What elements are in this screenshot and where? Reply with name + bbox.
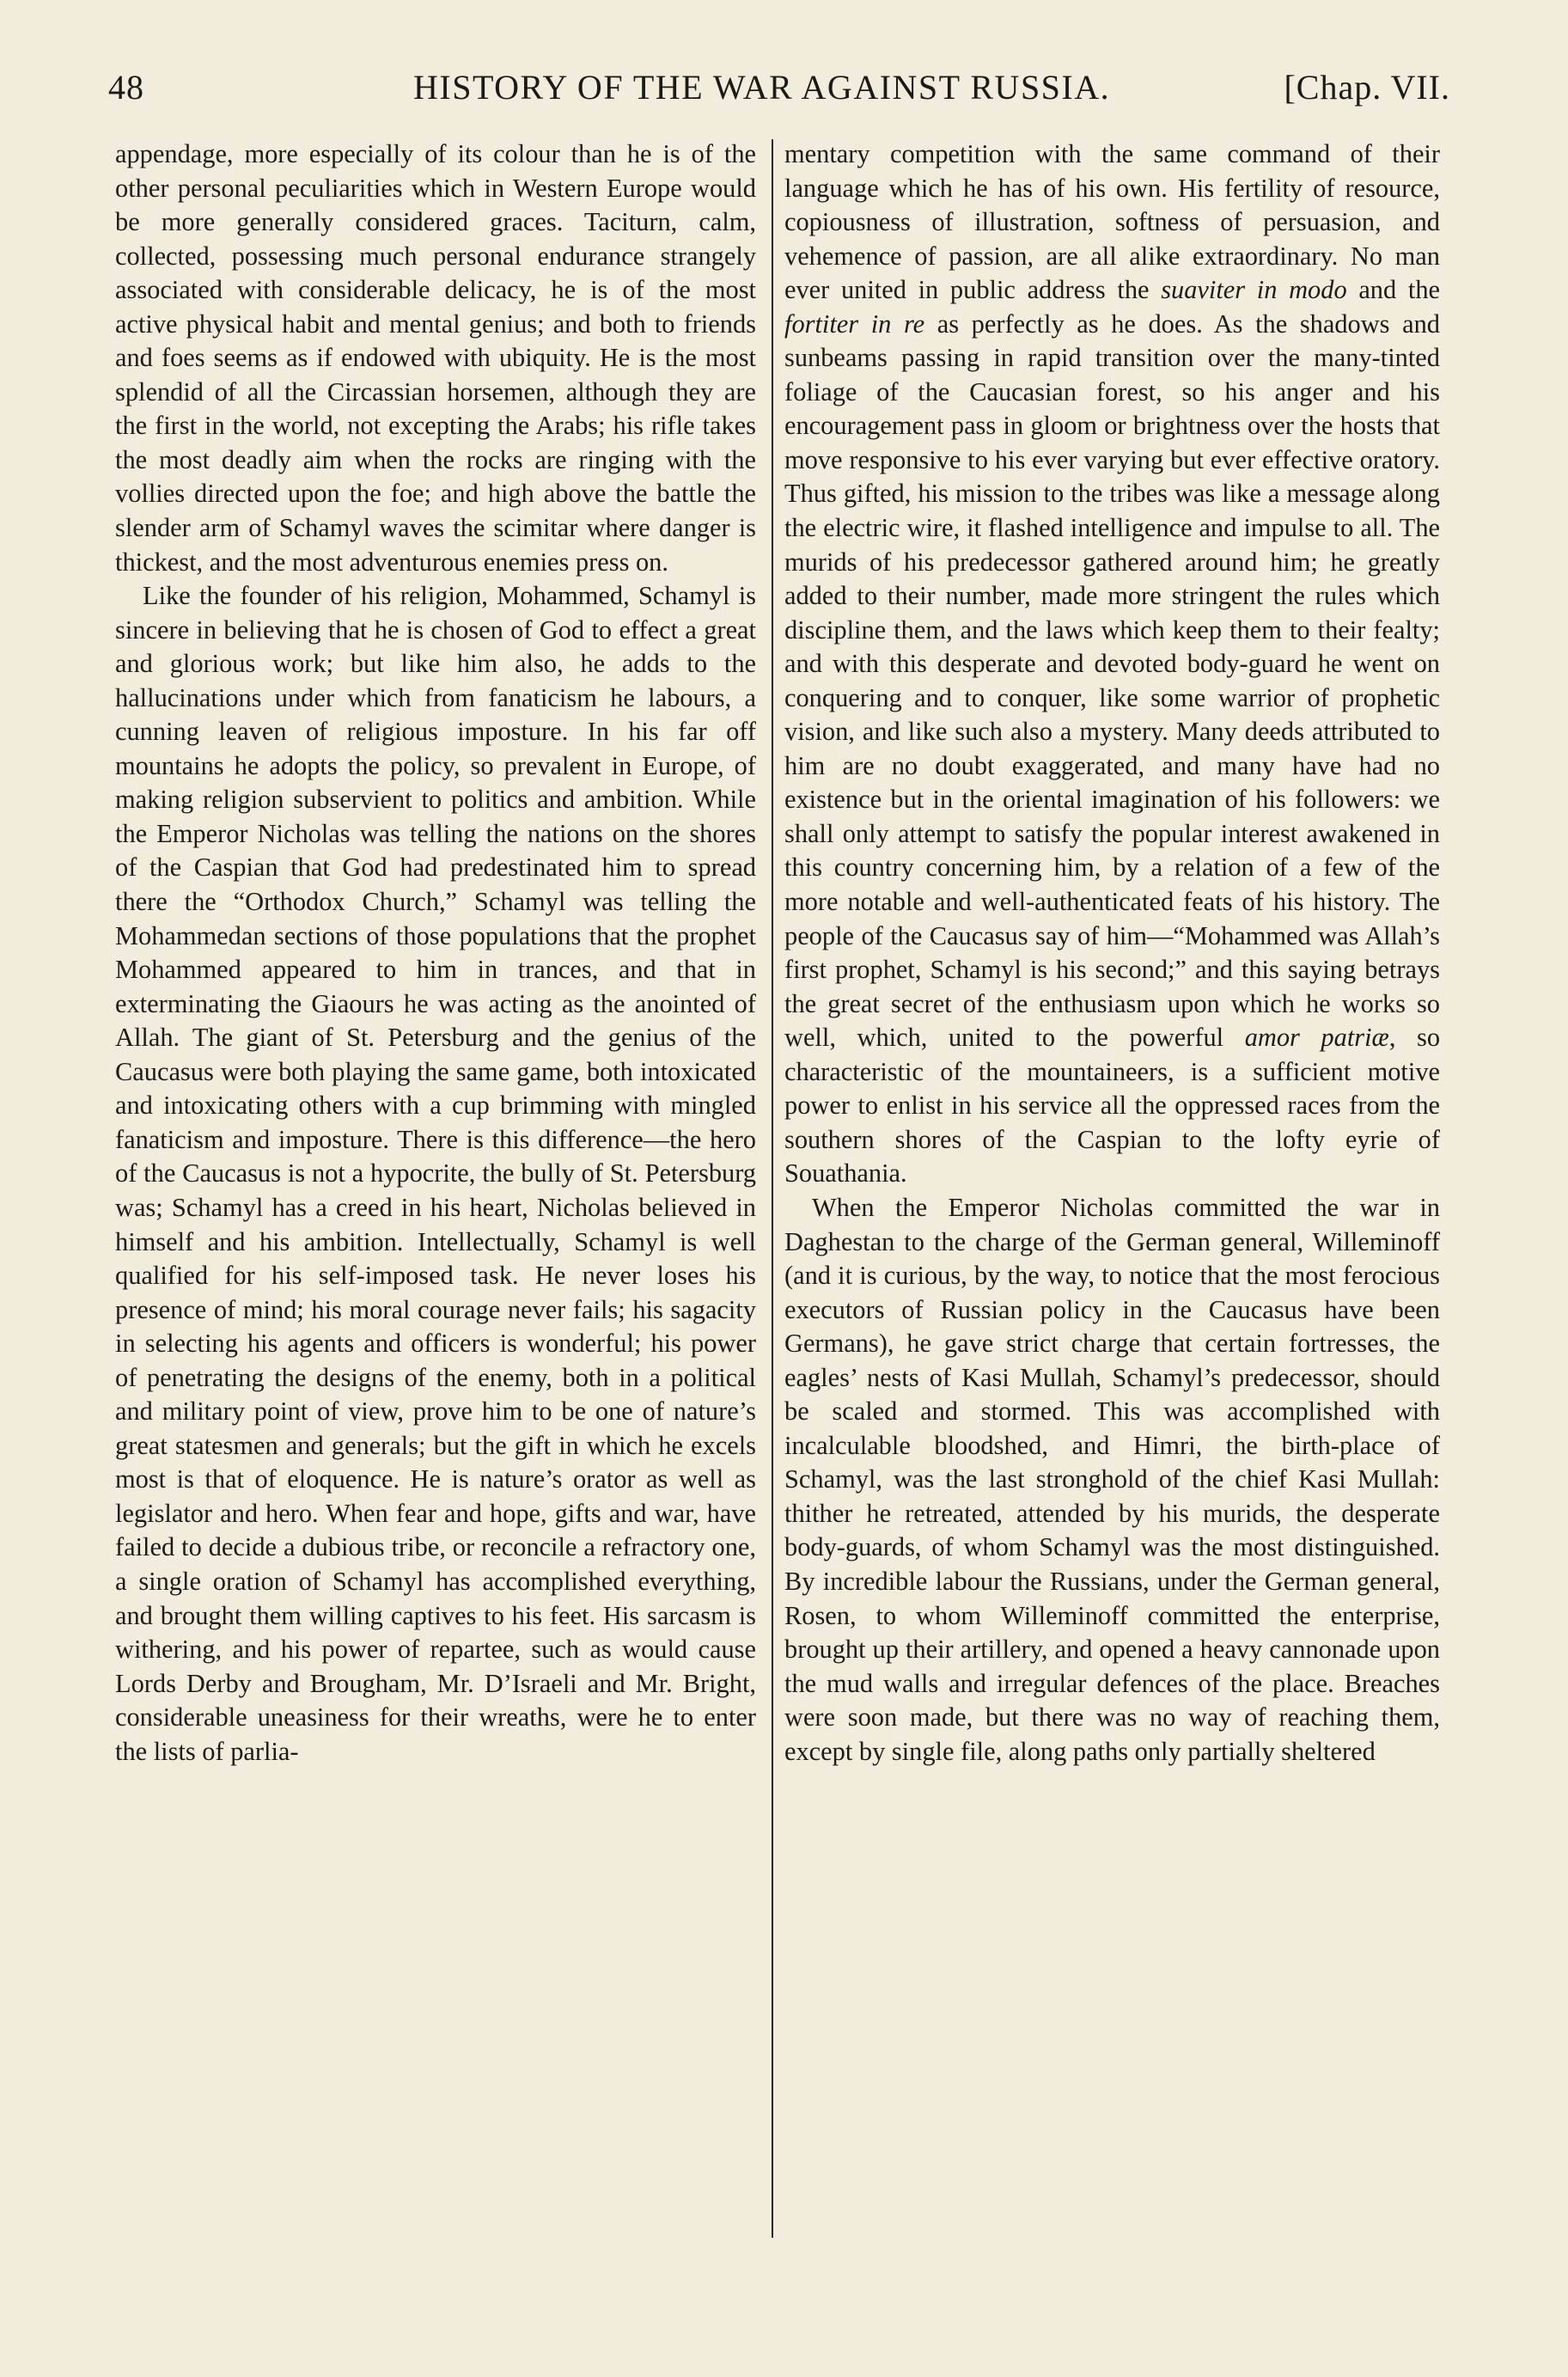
- page-number: 48: [108, 68, 144, 107]
- left-paragraph-1: appendage, more especially of its colour than he is of the other personal peculiarities which in Western Europe would be more generally considered graces. Taciturn, calm, collected, possessing much personal endurance strangely associated with considerable delicacy, he is of the most active physical habit and mental genius; and both to friends and foes seems as if endowed with ubiquity. He is the most splendid of all the Circassian horsemen, although they are the first in the world, not excepting the Arabs; his rifle takes the most deadly aim when the rocks are ringing with the vollies directed upon the foe; and high above the battle the slender arm of Schamyl waves the scimitar where danger is thickest, and the most adventurous enemies press on.: [115, 139, 756, 577]
- left-column: [115, 137, 756, 1769]
- latin-phrase-fortiter: fortiter in re: [784, 309, 925, 339]
- right-paragraph-1-text-b: and the: [1346, 275, 1441, 305]
- right-paragraph-1-text-d: , so characteristic of the mountaineers, is a sufficient motive power to enlist in his service all the oppressed races from the southern shores of the Caspian to the lofty eyrie of Souathania.: [784, 1023, 1441, 1188]
- right-paragraph-1: [784, 137, 1440, 1191]
- right-paragraph-2: When the Emperor Nicholas committed the war in Daghestan to the charge of the German general, Willeminoff (and it is curious, by the way, to notice that the most ferocious executors of Russian policy in the Caucasus have been Germans), he gave strict charge that certain fortresses, the eagles’ nests of Kasi Mullah, Schamyl’s predecessor, should be scaled and stormed. This was accomplished with incalculable bloodshed, and Himri, the birth-place of Schamyl, was the last stronghold of the chief Kasi Mullah: thither he retreated, attended by his murids, the desperate body-guards, of whom Schamyl was the most distinguished. By incredible labour the Russians, under the German general, Rosen, to whom Willeminoff committed the enterprise, brought up their artillery, and opened a heavy cannonade upon the mud walls and irregular defences of the place. Breaches were soon made, but there was no way of reaching them, except by single file, along paths only partially sheltered: [784, 1192, 1440, 1766]
- right-paragraph-1-text-c: as perfectly as he does. As the shadows and sunbeams passing in rapid transition over the many-tinted foliage of the Caucasian forest, so his anger and his encouragement pass in gloom or brightness over the hosts that move responsive to his ever varying but ever effective oratory. Thus gifted, his mission to the tribes was like a message along the electric wire, it flashed intelligence and impulse to all. The murids of his predecessor gathered around him; he greatly added to their number, made more stringent the rules which discipline them, and the laws which keep them to their fealty; and with this desperate and devoted body-guard he went on conquering and to conquer, like some warrior of prophetic vision, and like such also a mystery. Many deeds attributed to him are no doubt exaggerated, and many have had no existence but in the oriental imagination of his followers: we shall only attempt to satisfy the popular interest awakened in this country concerning him, by a relation of a few of the more notable and well-authenticated feats of his history. The people of the Caucasus say of him—“Mohammed was Allah’s first prophet, Schamyl is his second;” and this saying betrays the great secret of the enthusiasm upon which he works so well, which, united to the powerful: [784, 309, 1440, 1053]
- chapter-label: [Chap. VII.: [1284, 68, 1450, 107]
- column-divider: [772, 139, 773, 2238]
- right-paragraph-1-text-a: mentary competition with the same command of their language which he has of his own. His fertility of resource, copiousness of illustration, softness of persuasion, and vehemence of passion, are all alike extraordinary. No man ever united in public address the: [784, 139, 1440, 305]
- running-title: HISTORY OF THE WAR AGAINST RUSSIA.: [413, 68, 1111, 107]
- latin-phrase-suaviter: suaviter in modo: [1161, 275, 1347, 305]
- running-header: [108, 62, 1450, 113]
- right-column: [784, 137, 1440, 1769]
- latin-phrase-amor-patriae: amor patriæ: [1244, 1023, 1389, 1053]
- left-paragraph-2: Like the founder of his religion, Mohammed, Schamyl is sincere in believing that he is chosen of God to effect a great and glorious work; but like him also, he adds to the hallucinations under which from fanaticism he labours, a cunning leaven of religious imposture. In his far off mountains he adopts the policy, so prevalent in Europe, of making religion subservient to politics and ambition. While the Emperor Nicholas was telling the nations on the shores of the Caspian that God had predestinated him to spread there the “Orthodox Church,” Schamyl was telling the Mohammedan sections of those populations that the prophet Mohammed appeared to him in trances, and that in exterminating the Giaours he was acting as the anointed of Allah. The giant of St. Petersburg and the genius of the Caucasus were both playing the same game, both intoxicated and intoxicating others with a cup brimming with mingled fanaticism and imposture. There is this difference—the hero of the Caucasus is not a hypocrite, the bully of St. Petersburg was; Schamyl has a creed in his heart, Nicholas believed in himself and his ambition. Intellectually, Schamyl is well qualified for his self-imposed task. He never loses his presence of mind; his moral courage never fails; his sagacity in selecting his agents and officers is wonderful; his power of penetrating the designs of the enemy, both in a political and military point of view, prove him to be one of nature’s great statesmen and generals; but the gift in which he excels most is that of eloquence. He is nature’s orator as well as legislator and hero. When fear and hope, gifts and war, have failed to decide a dubious tribe, or reconcile a refractory one, a single oration of Schamyl has accomplished everything, and brought them willing captives to his feet. His sarcasm is withering, and his power of repartee, such as would cause Lords Derby and Brougham, Mr. D’Israeli and Mr. Bright, considerable uneasiness for their wreaths, were he to enter the lists of parlia-: [115, 581, 756, 1766]
